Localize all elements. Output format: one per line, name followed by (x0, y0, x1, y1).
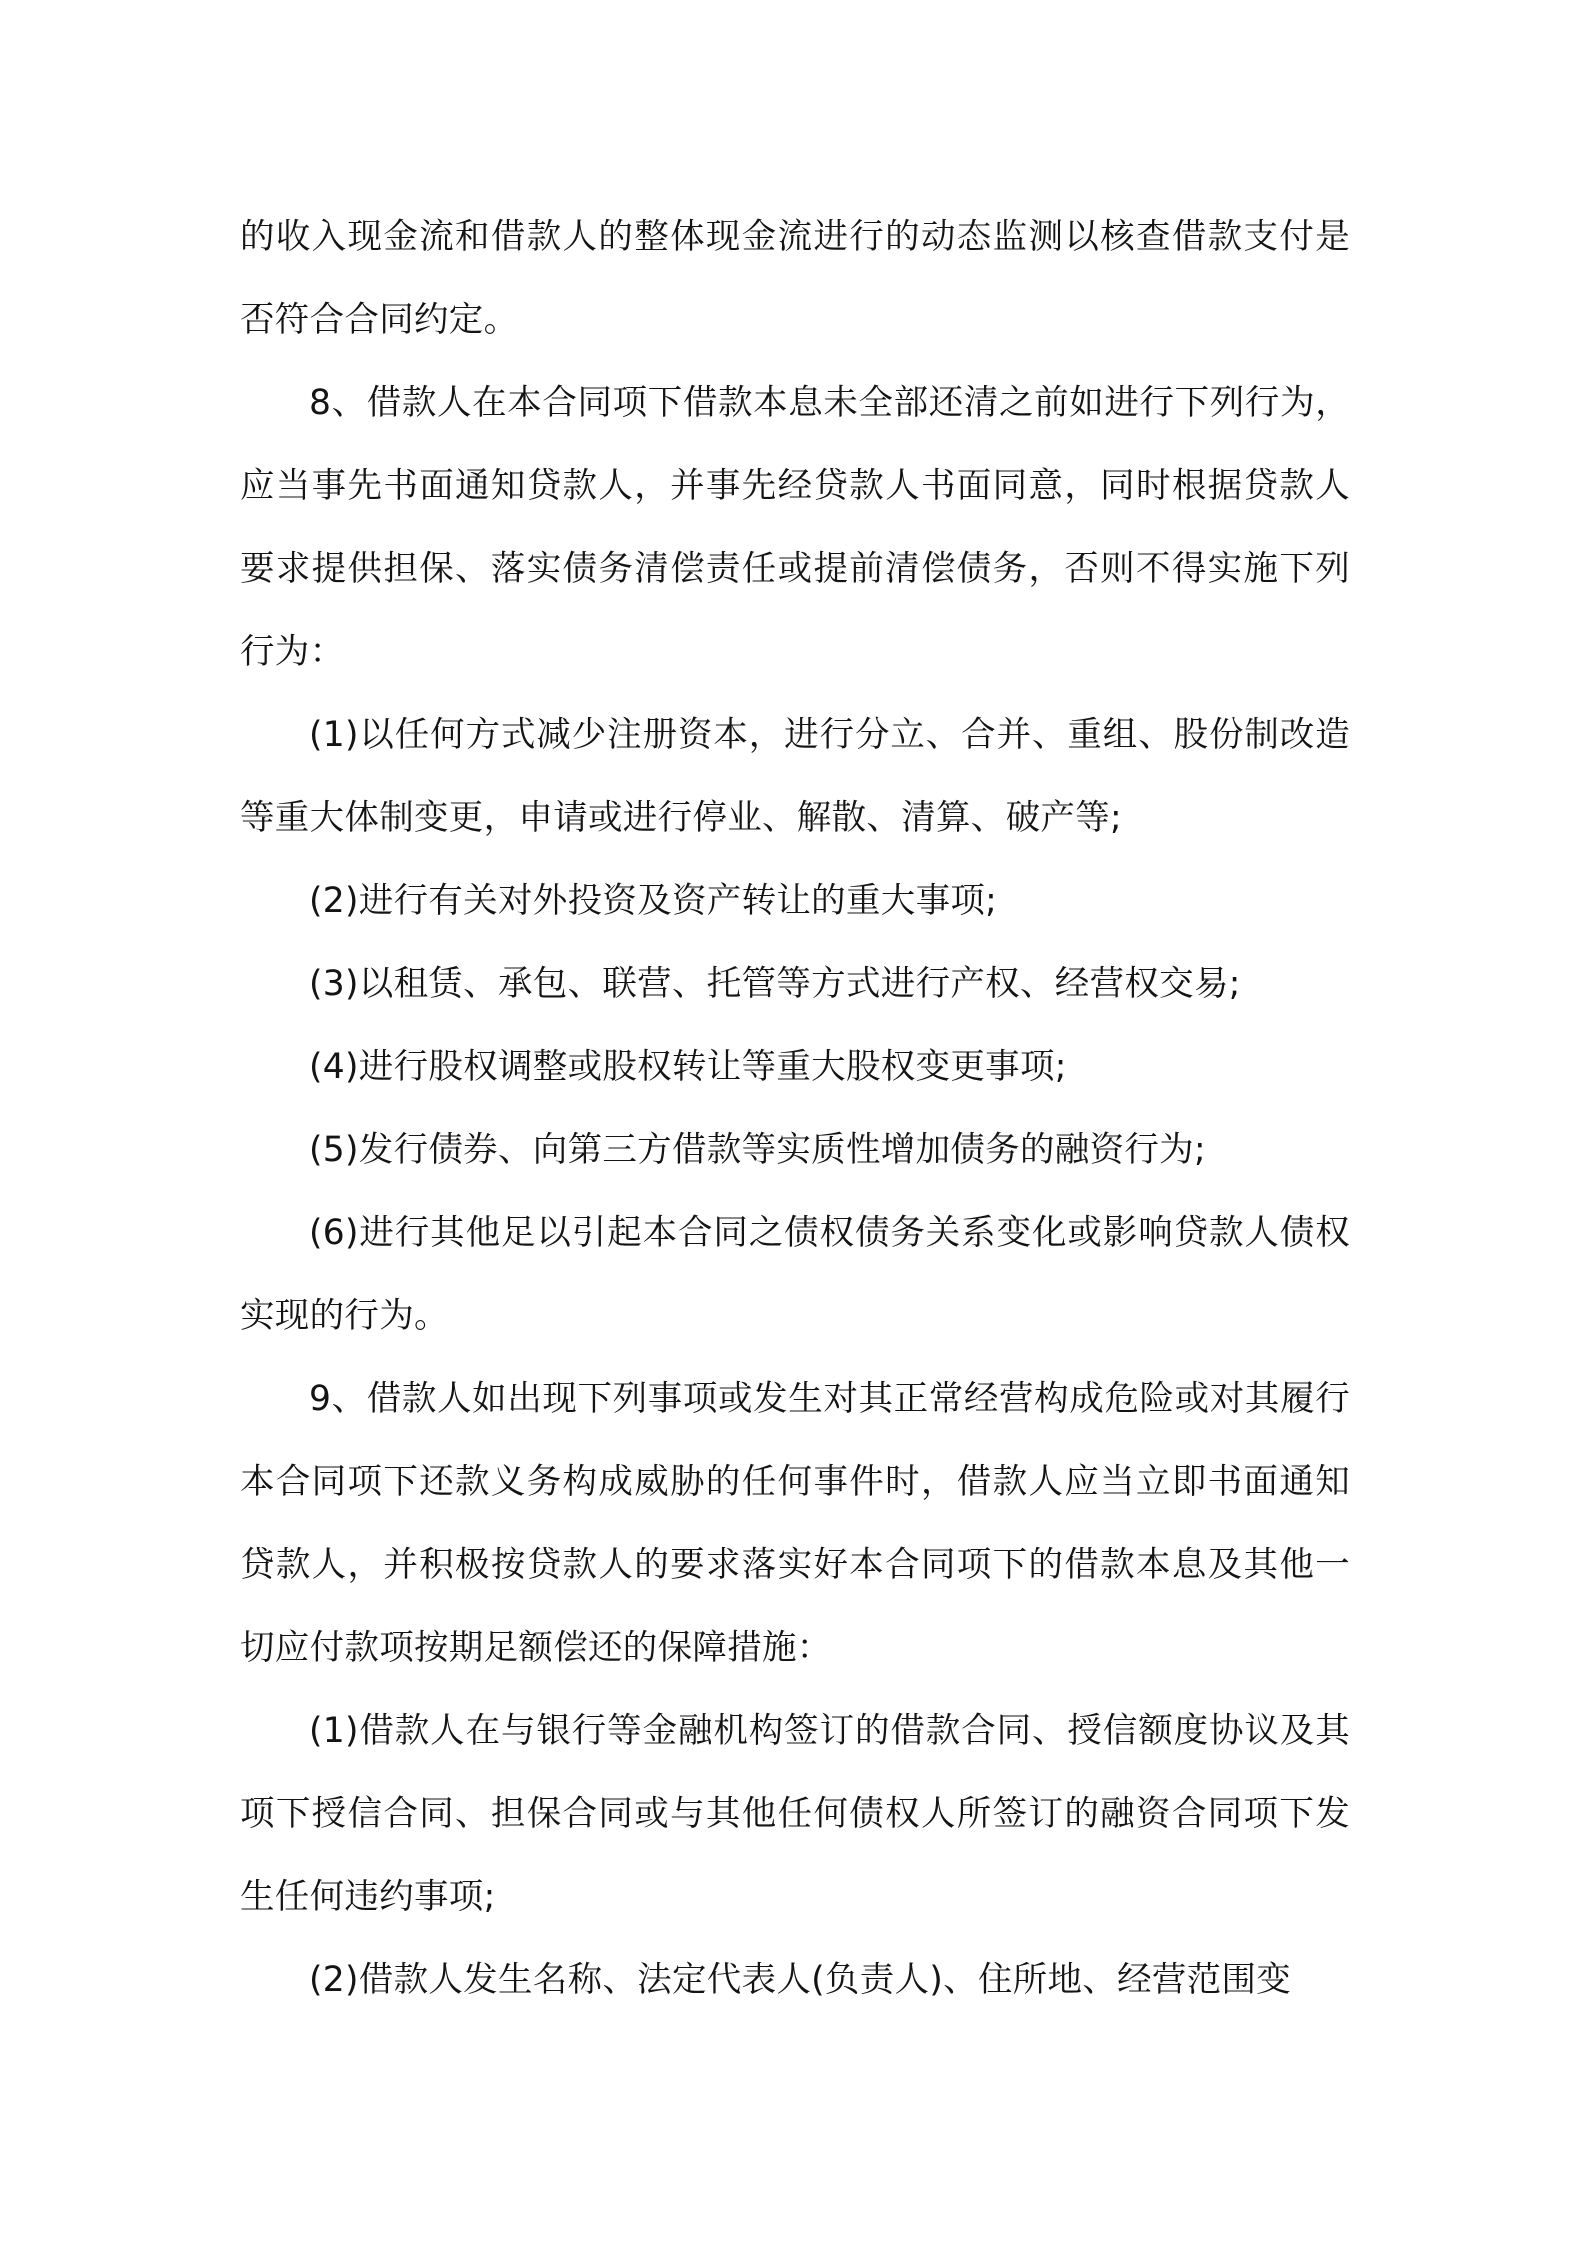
paragraph-clause-8-item-4: (4)进行股权调整或股权转让等重大股权变更事项; (309, 1047, 1067, 1087)
paragraph-clause-8-item-1: (1)以任何方式减少注册资本，进行分立、合并、重组、股份制改造等重大体制变更，申请或进行停业、解散、清算、破产等; (240, 715, 1350, 838)
paragraph-clause-8-item-2: (2)进行有关对外投资及资产转让的重大事项; (309, 881, 998, 921)
paragraph-clause-8: 8、借款人在本合同项下借款本息未全部还清之前如进行下列行为，应当事先书面通知贷款人，并事先经贷款人书面同意，同时根据贷款人要求提供担保、落实债务清偿责任或提前清偿债务，否则不得实施下列行为： (240, 383, 1350, 672)
paragraph-clause-9-item-2: (2)借款人发生名称、法定代表人(负责人)、住所地、经营范围变 (309, 1960, 1292, 2000)
contract-body (240, 196, 1350, 2022)
paragraph-clause-9-item-1: (1)借款人在与银行等金融机构签订的借款合同、授信额度协议及其项下授信合同、担保合同或与其他任何债权人所签订的融资合同项下发生任何违约事项; (240, 1711, 1350, 1917)
paragraph-continued-monitoring: 的收入现金流和借款人的整体现金流进行的动态监测以核查借款支付是否符合合同约定。 (240, 217, 1350, 340)
paragraph-clause-8-item-6: (6)进行其他足以引起本合同之债权债务关系变化或影响贷款人债权实现的行为。 (240, 1213, 1350, 1336)
paragraph-clause-8-item-3: (3)以租赁、承包、联营、托管等方式进行产权、经营权交易; (309, 964, 1241, 1004)
paragraph-clause-9: 9、借款人如出现下列事项或发生对其正常经营构成危险或对其履行本合同项下还款义务构成威胁的任何事件时，借款人应当立即书面通知贷款人，并积极按贷款人的要求落实好本合同项下的借款本息及其他一切应付款项按期足额偿还的保障措施： (240, 1379, 1350, 1668)
paragraph-clause-8-item-5: (5)发行债券、向第三方借款等实质性增加债务的融资行为; (309, 1130, 1206, 1170)
